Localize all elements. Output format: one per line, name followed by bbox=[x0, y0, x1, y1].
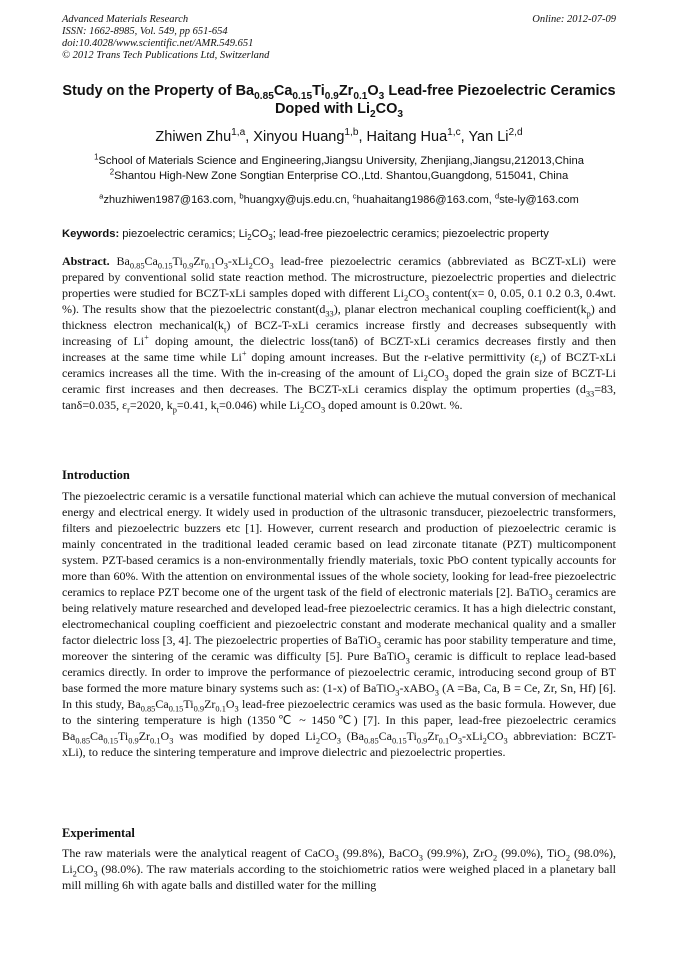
issn-line: ISSN: 1662-8985, Vol. 549, pp 651-654 bbox=[62, 26, 228, 37]
author-list: Zhiwen Zhu$^{1,a}$, Xinyou Huang$^{1,b}$, Haitang Hua$^{1,c}$, Yan Li$^{2,d}$ bbox=[155, 127, 523, 145]
affiliation-2: $^2$Shantou High-New Zone Songtian Enterprise CO.,Ltd. Shantou,Guangdong, 515041, China bbox=[109, 166, 569, 182]
experimental-paragraph: The raw materials were the analytical reagent of CaCO$_3$ (99.8%), BaCO$_3$ (99.9%), ZrO$_2$ (99.0%), TiO$_2$ (98.0%), $Li_2CO_3$ (98.0%). The raw materials according to the stoichiometric ratios were weighed placed in a planetary ball mill milling 6h with agate balls and distilled water for the milling bbox=[62, 846, 616, 892]
abstract-label: Abstract. bbox=[62, 254, 110, 268]
paper-title: Study on the Property of $Ba_{0.85}Ca_{0.15}Ti_{0.9}Zr_{0.1}O_3$ Lead-free Piezoelectric Ceramics Doped with $Li_2CO_3$ bbox=[62, 83, 616, 120]
keywords: Keywords: piezoelectric ceramics; $Li_2CO_3$; lead-free piezoelectric ceramics; piezoelectric property bbox=[62, 228, 549, 243]
online-date: Online: 2012-07-09 bbox=[532, 14, 616, 25]
abstract: Abstract. $Ba_{0.85}Ca_{0.15}Ti_{0.9}Zr_{0.1}O_3-xLi_2CO_3$ lead-free piezoelectric ceramics (abbreviated as BCZT-xLi) were prepared by conventional solid state reaction method. The microstructure, piezoelectric properties and dielectric properties were studied for BCZT-xLi samples doped with different $Li_2CO_3$ content(x= 0, 0.05, 0.1 0.2 0.3, 0.4wt. %). The results show that the piezoelectric $constant(d_{33})$, planar electron mechanical coupling $coefficient(k_p)$ and thickness electron $mechanical(k_t)$ of BCZ-T-xLi ceramics increase firstly and decreases subsequently with increasing of Li+ doping amount, the dielectric loss(tanδ) of BCZT-xLi ceramics decreases firstly and then increases at the same time while Li+ doping amount increases. But the r-elative permittivity $(\varepsilon_r)$ of BCZT-xLi ceramics increases all the time. With the in-creasing of the amount of $Li_2CO_3$ doped the grain size of BCZT-Li ceramic first increases and then decreases. The BCZT-xLi ceramics display the optimum properties ($d_{33}=83$, tanδ=0.035, $\varepsilon_r=2020$, $k_p=0.41$, $k_t=0.046$) while $Li_2CO_3$ doped amount is 0.20wt. %. bbox=[62, 254, 617, 415]
doi-line[interactable]: doi:10.4028/www.scientific.net/AMR.549.651 bbox=[62, 38, 254, 49]
introduction-paragraph: The piezoelectric ceramic is a versatile functional material which can achieve the mutual conversion of mechanical energy and electrical energy. It widely used in production of the ultrasonic transducer, piezoelectric transformers, filters and piezoelectric buzzers etc [1]. However, current research and production of piezoelectric ceramic is mainly concentrated in the traditional leaded ceramic based on lead zirconate titanate (PZT) multicomponent system. PZT-based ceramics is a non-environmentally friendly materials, toxic PbO content typically accounts for more than 60%. With the attention on environmental issues of the whole society, looking for lead-free piezoelectric ceramics to replace PZT become one of the urgent task of the field of electronic materials [2]. BaTiO$_3$ ceramics are being relatively mature researched and developed lead-free piezoelectric ceramics. It has a high dielectric constant, electromechanical coupling coefficient and piezoelectric constant and moderate mechanical quality and a smaller factor dielectric loss [3, 4]. The piezoelectric properties of BaTiO$_3$ ceramic has poor stability temperature and time, moreover the sintering of the ceramic was difficulty [5]. Pure BaTiO$_3$ ceramic is difficult to replace lead-based ceramics directly. In order to improve the performance of piezoelectric ceramic, introducing second group of BT base formed the more mature binary systems such as: (1-x) of BaTiO$_3$-xABO$_3$ (A =Ba, Ca, B = Ce, Zr, Sn, Hf) [6]. In this study, $Ba_{0.85}Ca_{0.15}Ti_{0.9}Zr_{0.1}O_3$ lead-free piezoelectric ceramics was used as the basic formula. However, due to the sintering temperature is high (1350℃ ~ 1450℃) [7]. In this paper, lead-free piezoelectric ceramics $Ba_{0.85}Ca_{0.15}Ti_{0.9}Zr_{0.1}O_3$ was modified by doped $Li_2CO_3$ ($Ba_{0.85}Ca_{0.15}Ti_{0.9}Zr_{0.1}O_3-xLi_2CO_3$ abbreviation: BCZT-xLi), to reduce the sintering temperature and improve dielectric and piezoelectric properties. bbox=[62, 489, 617, 759]
affiliations bbox=[62, 154, 616, 183]
introduction-heading: Introduction bbox=[62, 468, 130, 482]
journal-name: Advanced Materials Research bbox=[62, 14, 189, 25]
experimental-heading: Experimental bbox=[62, 826, 135, 840]
journal-header bbox=[62, 14, 616, 62]
author-emails[interactable]: $^a$zhuzhiwen1987@163.com, $^b$huangxy@ujs.edu.cn, $^c$huahaitang1986@163.com, $^d$ste-ly@163.com bbox=[99, 191, 579, 206]
copyright-line: © 2012 Trans Tech Publications Ltd, Switzerland bbox=[62, 50, 270, 61]
keywords-label: Keywords: bbox=[62, 228, 120, 240]
affiliation-1: $^1$School of Materials Science and Engineering,Jiangsu University, Zhenjiang,Jiangsu,212013,China bbox=[94, 152, 584, 167]
